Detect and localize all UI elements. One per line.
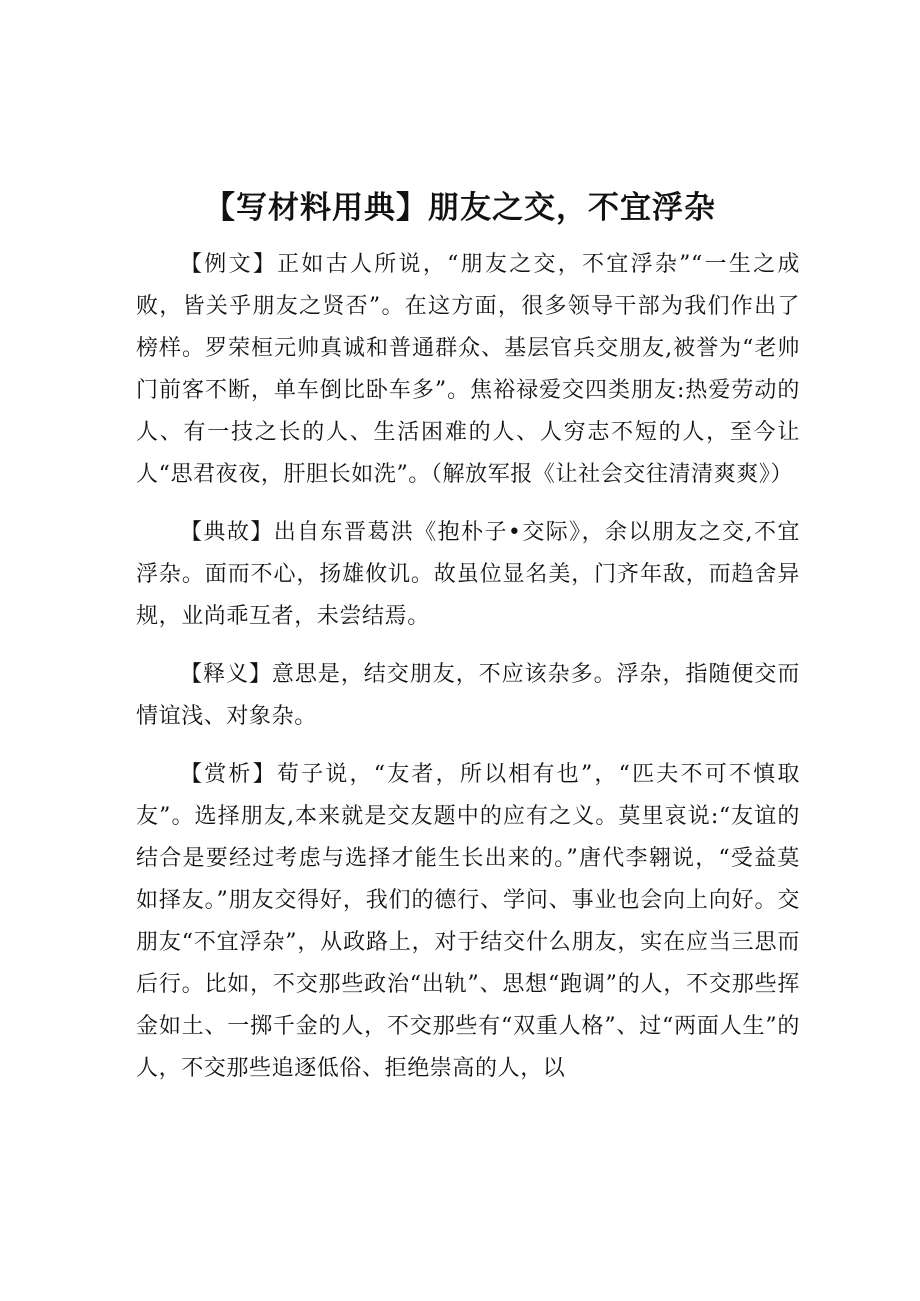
- document-title: 【写材料用典】朋友之交，不宜浮杂: [204, 190, 716, 226]
- paragraph-label: 【释义】: [180, 662, 272, 687]
- paragraph-label: 【例文】: [180, 252, 278, 277]
- document-body: [136, 244, 800, 1106]
- paragraph-appreciation: [136, 754, 800, 1090]
- paragraph-label: 【赏析】: [180, 762, 277, 787]
- paragraph-text: 出自东晋葛洪《抱朴子•交际》，余以朋友之交,不宜浮杂。面而不心，扬雄攸讥。故虽位显名美，门齐年敌，而趋舍异规，业尚乖互者，未尝结焉。: [136, 520, 801, 629]
- paragraph-text: 荀子说，“友者，所以相有也”，“匹夫不可不慎取友”。选择朋友,本来就是交友题中的应有之义。莫里哀说:“友谊的结合是要经过考虑与选择才能生长出来的。”唐代李翱说，“受益莫如择友。”朋友交得好，我们的德行、学问、事业也会向上向好。交朋友“不宜浮杂”，从政路上，对于结交什么朋友，实在应当三思而后行。比如，不交那些政治“出轨”、思想“跑调”的人，不交那些挥金如土、一掷千金的人，不交那些有“双重人格”、过“两面人生”的人，不交那些追逐低俗、拒绝崇高的人，以: [136, 762, 800, 1081]
- paragraph-meaning: [136, 654, 800, 738]
- paragraph-text: 正如古人所说，“朋友之交，不宜浮杂”“一生之成败，皆关乎朋友之贤否”。在这方面，很多领导干部为我们作出了榜样。罗荣桓元帅真诚和普通群众、基层官兵交朋友,被誉为“老帅门前客不断，单车倒比卧车多”。焦裕禄爱交四类朋友:热爱劳动的人、有一技之长的人、生活困难的人、人穷志不短的人，至今让人“思君夜夜，肝胆长如洗”。（解放军报《让社会交往清清爽爽》）: [136, 252, 801, 487]
- paragraph-label: 【典故】: [180, 520, 274, 545]
- paragraph-allusion: [136, 512, 800, 638]
- paragraph-example: [136, 244, 800, 496]
- paragraph-text: 意思是，结交朋友，不应该杂多。浮杂，指随便交而情谊浅、对象杂。: [136, 662, 800, 729]
